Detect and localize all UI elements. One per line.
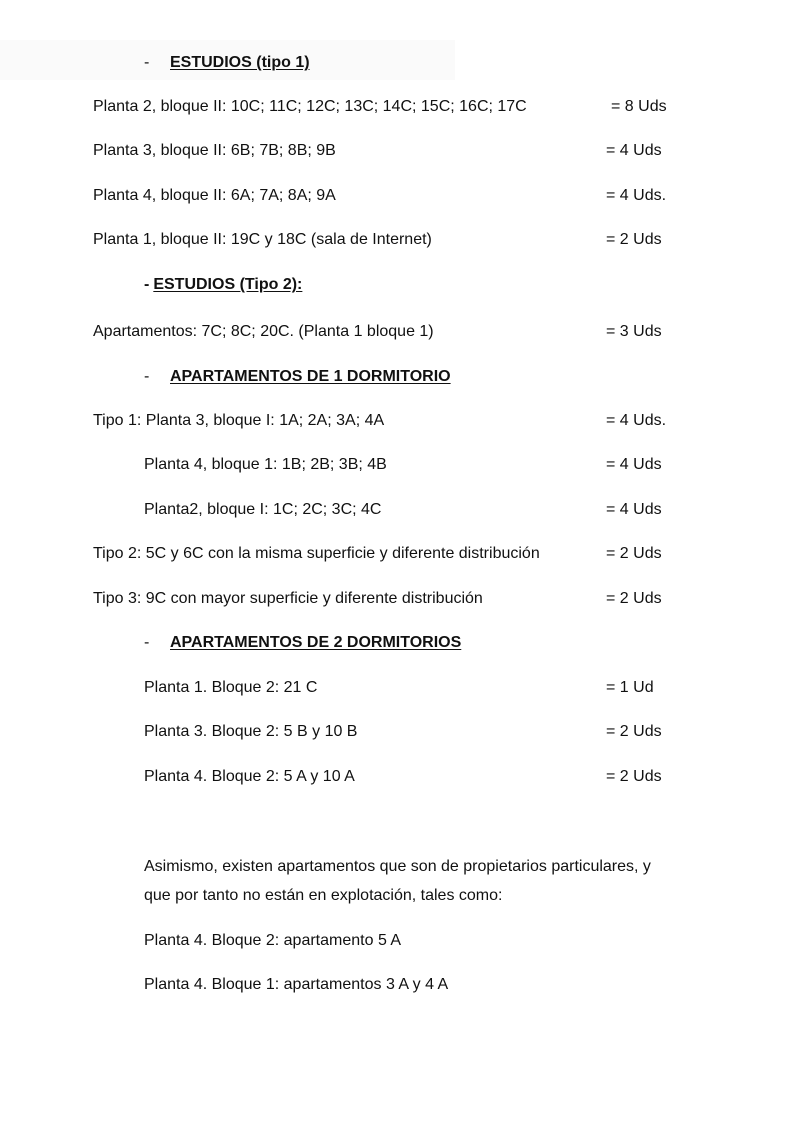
row-text: Planta 4. Bloque 2: 5 A y 10 A	[144, 768, 355, 785]
section-heading-apartamentos-2-dormitorios	[144, 633, 461, 653]
row-quantity: = 2 Uds	[606, 545, 662, 562]
section-heading-apartamentos-1-dormitorio	[144, 367, 451, 387]
row-text: Planta 4, bloque II: 6A; 7A; 8A; 9A	[93, 187, 336, 204]
heading-title: APARTAMENTOS DE 2 DORMITORIOS	[170, 634, 462, 651]
note-list-item: Planta 4. Bloque 2: apartamento 5 A	[144, 932, 402, 949]
heading-title: ESTUDIOS (Tipo 2):	[153, 276, 303, 293]
list-dash: -	[144, 276, 150, 293]
row-text: Planta2, bloque I: 1C; 2C; 3C; 4C	[144, 501, 382, 518]
note-paragraph-line-1: Asimismo, existen apartamentos que son de propietarios particulares, y	[144, 858, 651, 875]
row-quantity: = 4 Uds	[606, 501, 662, 518]
row-text: Tipo 2: 5C y 6C con la misma superficie y diferente distribución	[93, 545, 540, 562]
list-dash: -	[144, 368, 150, 385]
row-quantity: = 2 Uds	[606, 590, 662, 607]
row-quantity: = 1 Ud	[606, 679, 654, 696]
row-quantity: = 2 Uds	[606, 231, 662, 248]
row-text: Apartamentos: 7C; 8C; 20C. (Planta 1 bloque 1)	[93, 323, 434, 340]
row-quantity: = 2 Uds	[606, 768, 662, 785]
row-text: Planta 3. Bloque 2: 5 B y 10 B	[144, 723, 358, 740]
row-quantity: = 8 Uds	[611, 98, 667, 115]
row-text: Tipo 1: Planta 3, bloque I: 1A; 2A; 3A; 4A	[93, 412, 385, 429]
row-quantity: = 4 Uds	[606, 456, 662, 473]
row-quantity: = 4 Uds.	[606, 187, 667, 204]
row-text: Planta 2, bloque II: 10C; 11C; 12C; 13C; 14C; 15C; 16C; 17C	[93, 98, 527, 115]
row-quantity: = 4 Uds	[606, 142, 662, 159]
heading-title: ESTUDIOS (tipo 1)	[170, 54, 310, 71]
list-dash: -	[144, 54, 150, 71]
heading-title: APARTAMENTOS DE 1 DORMITORIO	[170, 368, 451, 385]
note-list-item: Planta 4. Bloque 1: apartamentos 3 A y 4 A	[144, 976, 449, 993]
row-quantity: = 4 Uds.	[606, 412, 667, 429]
list-dash: -	[144, 634, 150, 651]
note-paragraph-line-2: que por tanto no están en explotación, tales como:	[144, 887, 503, 904]
row-text: Planta 3, bloque II: 6B; 7B; 8B; 9B	[93, 142, 336, 159]
row-text: Planta 4, bloque 1: 1B; 2B; 3B; 4B	[144, 456, 387, 473]
row-quantity: = 2 Uds	[606, 723, 662, 740]
section-heading-estudios-tipo1	[144, 53, 310, 73]
row-text: Planta 1. Bloque 2: 21 C	[144, 679, 318, 696]
row-text: Planta 1, bloque II: 19C y 18C (sala de Internet)	[93, 231, 432, 248]
row-text: Tipo 3: 9C con mayor superficie y diferente distribución	[93, 590, 483, 607]
section-heading-estudios-tipo2	[144, 275, 302, 295]
row-quantity: = 3 Uds	[606, 323, 662, 340]
